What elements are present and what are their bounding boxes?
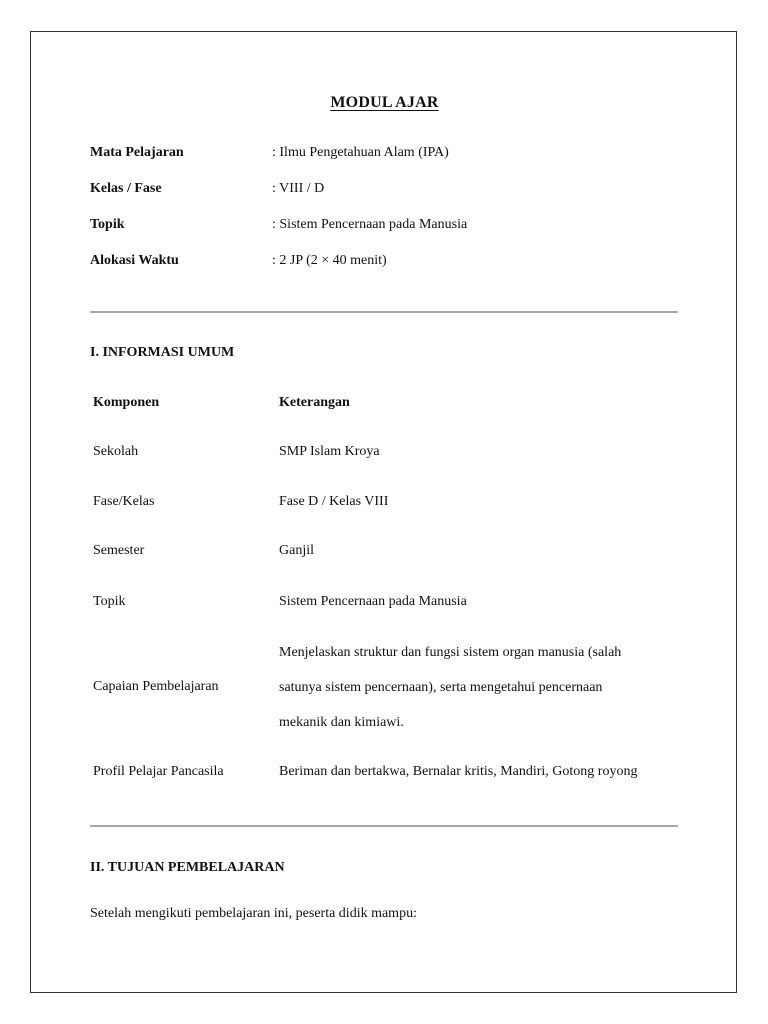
document-title: MODUL AJAR — [330, 94, 439, 111]
meta-row-class — [90, 181, 690, 201]
meta-value: : Ilmu Pengetahuan Alam (IPA) — [272, 145, 449, 160]
meta-row-time — [90, 253, 690, 273]
table-cell-key: Fase/Kelas — [93, 494, 155, 509]
column-header-keterangan: Keterangan — [279, 395, 350, 410]
meta-label: Kelas / Fase — [90, 181, 162, 196]
meta-value: : VIII / D — [272, 181, 325, 196]
meta-row-subject — [90, 145, 690, 165]
meta-label: Alokasi Waktu — [90, 253, 179, 268]
meta-value: : Sistem Pencernaan pada Manusia — [272, 217, 468, 232]
table-cell-key: Semester — [93, 543, 145, 558]
meta-row-topic — [90, 217, 690, 237]
table-cell-line: satunya sistem pencernaan), serta mengetahui pencernaan — [279, 680, 603, 695]
meta-label: Topik — [90, 217, 125, 232]
section-divider — [90, 825, 678, 827]
table-cell-line: Menjelaskan struktur dan fungsi sistem organ manusia (salah — [279, 645, 622, 660]
table-row — [93, 635, 693, 741]
column-header-komponen: Komponen — [93, 395, 160, 410]
document-page — [30, 31, 737, 993]
table-cell-key: Sekolah — [93, 444, 139, 459]
section-heading-informasi-umum: I. INFORMASI UMUM — [90, 345, 235, 360]
table-cell-line: mekanik dan kimiawi. — [279, 715, 404, 730]
table-cell-key: Topik — [93, 594, 126, 609]
table-cell-value: Fase D / Kelas VIII — [279, 494, 389, 509]
section-divider — [90, 311, 678, 313]
table-cell-value: Sistem Pencernaan pada Manusia — [279, 594, 467, 609]
section-intro-text: Setelah mengikuti pembelajaran ini, peserta didik mampu: — [90, 906, 417, 921]
meta-value: : 2 JP (2 × 40 menit) — [272, 253, 387, 268]
table-cell-key: Profil Pelajar Pancasila — [93, 764, 224, 779]
section-heading-tujuan-pembelajaran: II. TUJUAN PEMBELAJARAN — [90, 860, 285, 875]
table-cell-value — [279, 635, 679, 740]
table-cell-value: SMP Islam Kroya — [279, 444, 380, 459]
table-cell-value: Beriman dan bertakwa, Bernalar kritis, Mandiri, Gotong royong — [279, 764, 638, 779]
meta-label: Mata Pelajaran — [90, 145, 184, 160]
table-cell-key: Capaian Pembelajaran — [93, 679, 219, 694]
table-cell-value: Ganjil — [279, 543, 314, 558]
